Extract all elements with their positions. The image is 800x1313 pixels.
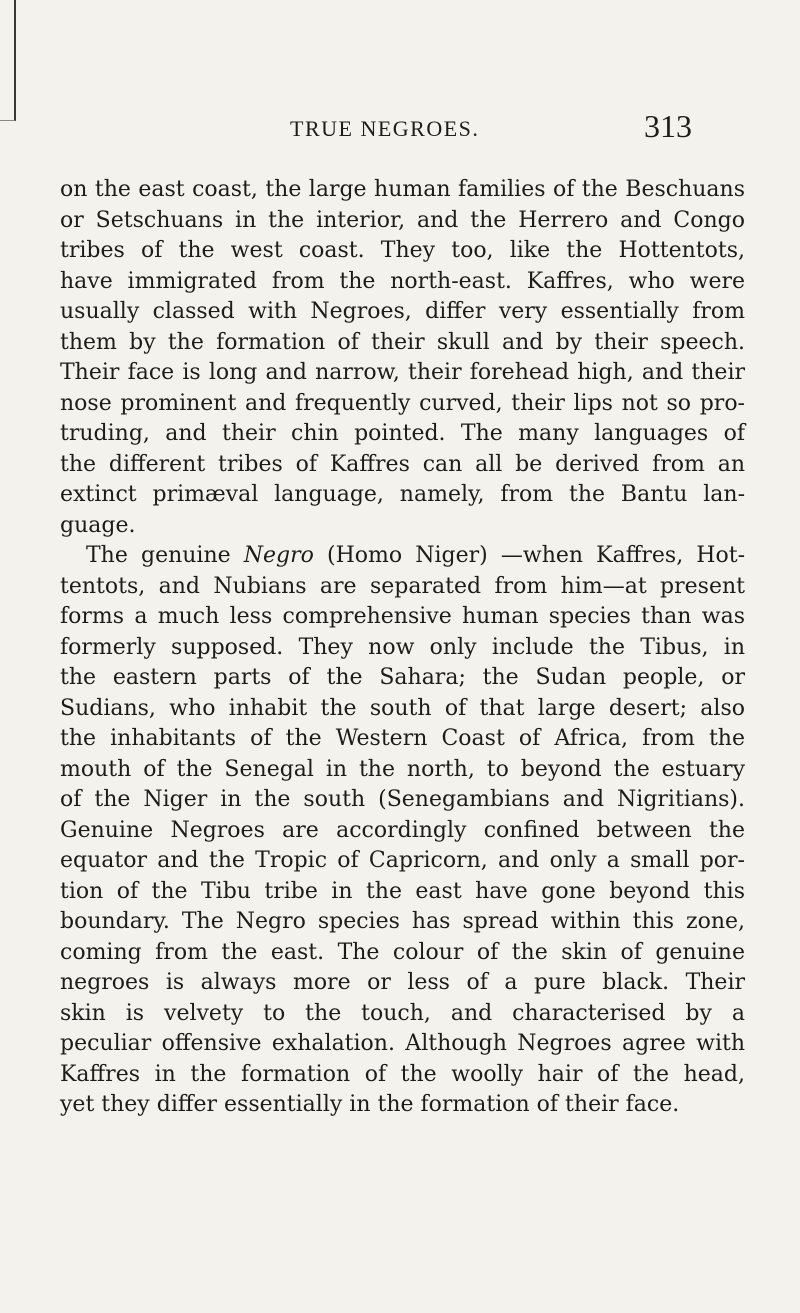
- text-line: guage.: [60, 512, 136, 538]
- running-head: [0, 108, 800, 156]
- text-segment: (Homo Niger) —when Kaffres, Hot-: [313, 543, 746, 568]
- text-line: tentots, and Nubians are separated from him—at present: [60, 573, 745, 599]
- text-line: them by the formation of their skull and by their speech.: [60, 329, 745, 355]
- text-line: forms a much less comprehensive human species than was: [60, 604, 745, 629]
- text-line: tion of the Tibu tribe in the east have gone beyond this: [60, 878, 745, 904]
- text-line: Sudians, who inhabit the south of that large desert; also: [60, 695, 745, 721]
- text-line: coming from the east. The colour of the skin of genuine: [60, 939, 745, 965]
- paragraph-start-line: [60, 541, 745, 572]
- text-line: peculiar offensive exhalation. Although Negroes agree with: [60, 1031, 745, 1056]
- text-line: equator and the Tropic of Capricorn, and only a small por-: [60, 848, 745, 873]
- text-line: on the east coast, the large human families of the Beschuans: [60, 177, 745, 202]
- text-line: boundary. The Negro species has spread within this zone,: [60, 909, 745, 934]
- body-text: [60, 175, 745, 1121]
- page-number: 313: [644, 108, 692, 144]
- text-line: formerly supposed. They now only include the Tibus, in: [60, 634, 745, 660]
- text-line: the different tribes of Kaffres can all be derived from an: [60, 451, 745, 477]
- text-line: usually classed with Negroes, differ very essentially from: [60, 299, 745, 324]
- text-line: the inhabitants of the Western Coast of Africa, from the: [60, 726, 745, 751]
- text-line: the eastern parts of the Sahara; the Sudan people, or: [60, 665, 745, 690]
- page-edge: [0, 0, 16, 121]
- text-line: mouth of the Senegal in the north, to beyond the estuary: [60, 756, 745, 782]
- text-line: Genuine Negroes are accordingly confined between the: [60, 817, 745, 843]
- text-line: have immigrated from the north-east. Kaffres, who were: [60, 268, 745, 294]
- text-line: skin is velvety to the touch, and characterised by a: [60, 1000, 745, 1026]
- text-line: nose prominent and frequently curved, their lips not so pro-: [60, 390, 745, 416]
- text-line: Kaffres in the formation of the woolly hair of the head,: [60, 1061, 745, 1087]
- text-line: yet they differ essentially in the formation of their face.: [60, 1092, 680, 1117]
- running-title: TRUE NEGROES.: [290, 116, 480, 141]
- text-line: of the Niger in the south (Senegambians and Nigritians).: [60, 787, 745, 812]
- text-line: truding, and their chin pointed. The many languages of: [60, 421, 745, 446]
- text-line: negroes is always more or less of a pure black. Their: [60, 970, 745, 995]
- text-line: tribes of the west coast. They too, like the Hottentots,: [60, 238, 745, 263]
- text-line: extinct primæval language, namely, from the Bantu lan-: [60, 482, 745, 507]
- text-line: or Setschuans in the interior, and the Herrero and Congo: [60, 207, 745, 233]
- text-segment: The genuine: [86, 543, 244, 568]
- italic-term: Negro: [243, 543, 314, 568]
- text-line: Their face is long and narrow, their forehead high, and their: [60, 360, 745, 385]
